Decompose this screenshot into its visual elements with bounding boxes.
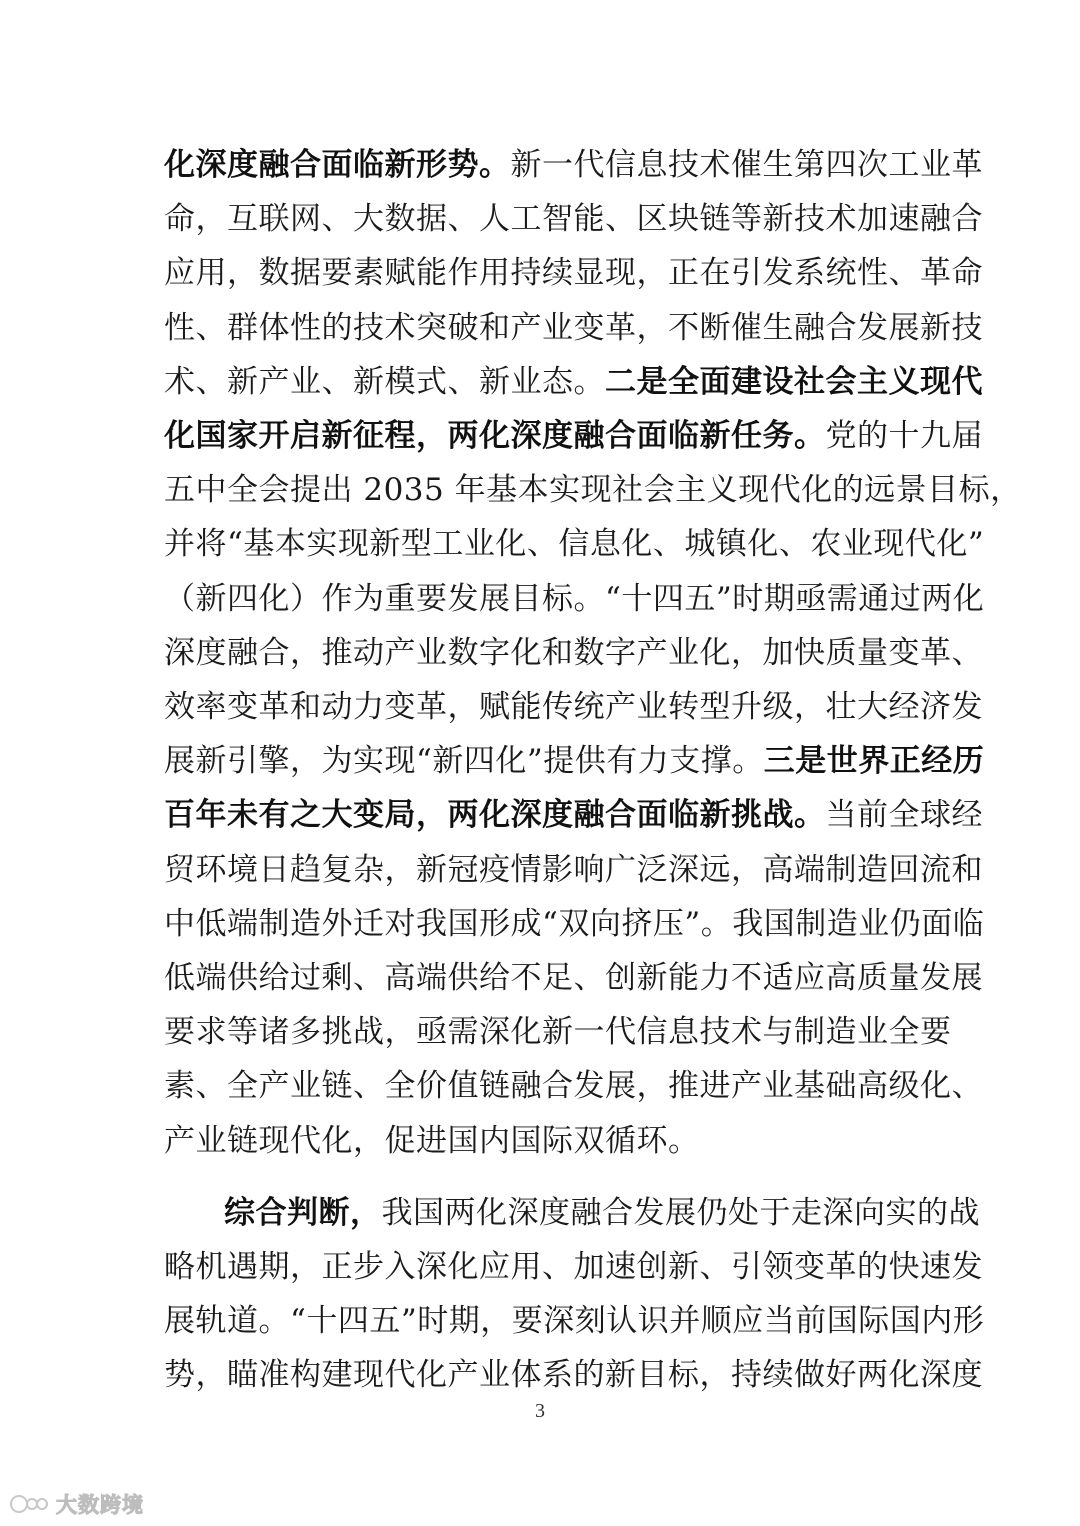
text-line [164,571,985,627]
text-segment: 要求等诸多挑战，亟需深化新一代信息技术与制造业全要 [164,1014,952,1050]
text-segment: 产业链现代化，促进国内国际双循环。 [164,1123,700,1159]
watermark-logo-icon [10,1491,50,1517]
text-segment: 势，瞄准构建现代化产业体系的新目标，持续做好两化深度 [164,1357,983,1393]
text-line [164,1239,983,1295]
text-segment: 术、新产业、新模式、新业态。 [164,364,605,400]
text-segment: 展轨道。“十四五”时期，要深刻认识并顺应当前国际国内形 [164,1303,985,1339]
text-line [164,1113,916,1169]
text-segment: 新一代信息技术催生第四次工业革 [510,147,983,183]
text-segment: 贸环境日趋复杂，新冠疫情影响广泛深远，高端制造回流和 [164,852,983,888]
text-segment: 并将“基本实现新型工业化、信息化、城镇化、农业现代化” [164,526,985,562]
text-line [164,191,983,247]
text-segment: 低端供给过剩、高端供给不足、创新能力不适应高质量发展 [164,960,983,996]
text-line [164,300,983,356]
watermark-text: 大数跨境 [56,1493,144,1517]
bold-text-segment: 综合判断， [224,1195,382,1231]
text-segment: 五中全会提出 2035 年基本实现社会主义现代化的远景目标， [164,472,1022,508]
bold-text-segment: 百年未有之大变局，两化深度融合面临新挑战。 [164,797,826,833]
text-segment: 党的十九届 [825,418,983,454]
text-segment: 效率变革和动力变革，赋能传统产业转型升级，壮大经济发 [164,689,983,725]
bold-text-segment: 三是世界正经历 [763,743,985,779]
text-line [164,842,983,898]
text-segment: 素、全产业链、全价值链融合发展，推进产业基础高级化、 [164,1068,983,1104]
bold-text-segment: 化国家开启新征程，两化深度融合面临新任务。 [164,418,826,454]
text-line [164,733,985,789]
text-line [164,354,983,410]
text-line [224,1185,980,1241]
text-segment: 深度融合，推动产业数字化和数字产业化，加快质量变革、 [164,635,983,671]
text-line [164,137,983,193]
text-line [164,787,983,843]
text-segment: 应用，数据要素赋能作用持续显现，正在引发系统性、革命 [164,255,983,291]
text-segment: （新四化）作为重要发展目标。“十四五”时期亟需通过两化 [164,581,985,617]
text-line [164,1004,952,1060]
text-segment: 命，互联网、大数据、人工智能、区块链等新技术加速融合 [164,201,983,237]
text-line [164,1058,983,1114]
page-number: 3 [535,1400,545,1422]
text-segment: 展新引擎，为实现“新四化”提供有力支撑。 [164,743,764,779]
text-line [164,896,985,952]
text-line [164,950,983,1006]
watermark [10,1488,144,1520]
bold-text-segment: 二是全面建设社会主义现代 [605,364,983,400]
text-line [164,516,985,572]
text-line [164,1293,985,1349]
text-line [164,408,983,464]
text-segment: 我国两化深度融合发展仍处于走深向实的战 [381,1195,980,1231]
text-line [164,245,983,301]
text-segment: 性、群体性的技术突破和产业变革，不断催生融合发展新技 [164,310,983,346]
text-segment: 中低端制造外迁对我国形成“双向挤压”。我国制造业仍面临 [164,906,985,942]
text-line [164,1347,983,1403]
text-line [164,462,1022,518]
text-line [164,679,983,735]
text-segment: 略机遇期，正步入深化应用、加速创新、引领变革的快速发 [164,1249,983,1285]
text-segment: 当前全球经 [825,797,983,833]
text-line [164,625,983,681]
bold-text-segment: 化深度融合面临新形势。 [164,147,511,183]
